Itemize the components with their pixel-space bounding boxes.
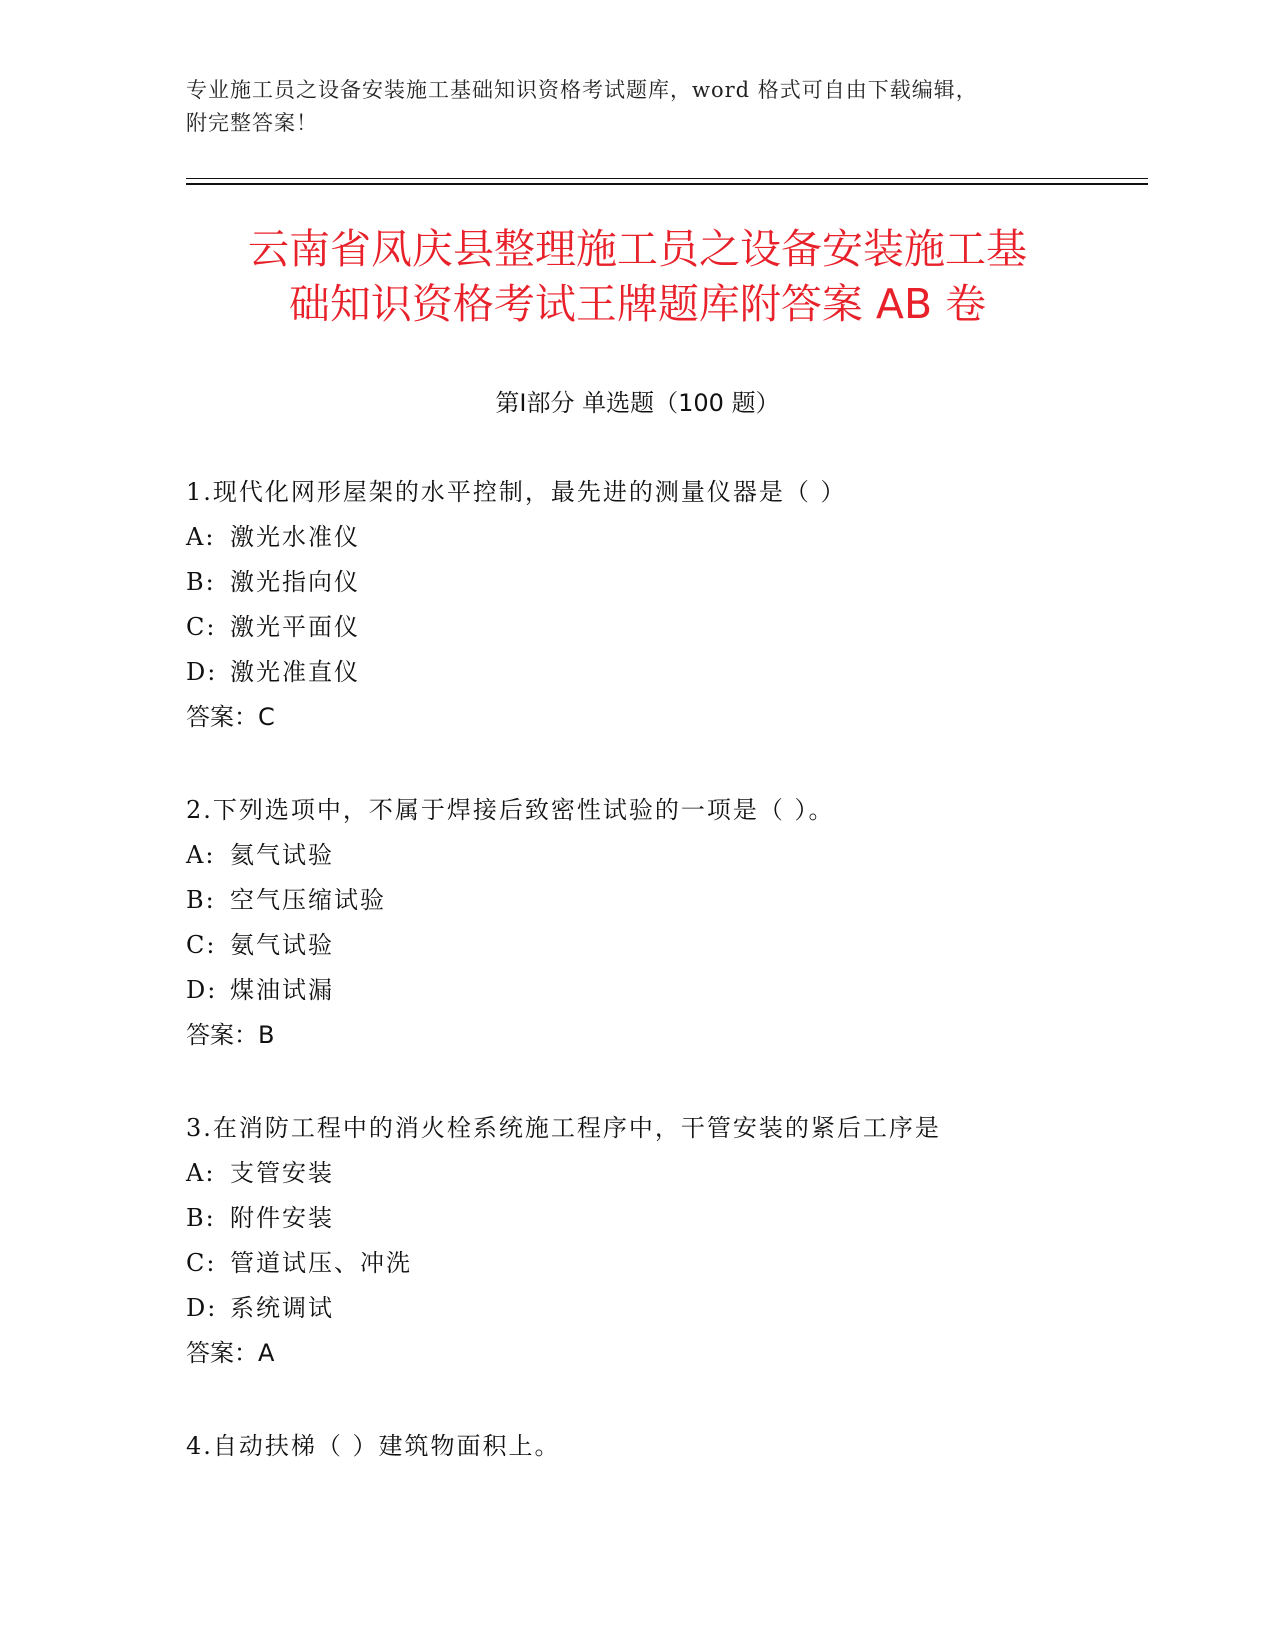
header-note [186, 74, 1086, 140]
option-key: B: [186, 1204, 216, 1232]
option-text: 支管安装 [230, 1159, 334, 1187]
question-4 [186, 1424, 1126, 1469]
header-note-line-1: 专业施工员之设备安装施工基础知识资格考试题库，word 格式可自由下载编辑， [186, 78, 978, 102]
option-text: 附件安装 [230, 1204, 334, 1232]
option-d [186, 650, 1126, 695]
option-key: A: [186, 841, 216, 869]
header-rule-thick [186, 183, 1148, 185]
option-key: C: [186, 1249, 217, 1277]
option-text: 氨气试验 [230, 931, 334, 959]
question-3 [186, 1106, 1126, 1376]
question-stem: 3.在消防工程中的消火栓系统施工程序中，干管安装的紧后工序是 [186, 1114, 941, 1142]
document-title-line-2: 础知识资格考试王牌题库附答案 AB 卷 [288, 280, 987, 328]
option-b [186, 878, 1126, 923]
option-d [186, 1286, 1126, 1331]
option-text: 管道试压、冲洗 [230, 1249, 412, 1277]
option-key: D: [186, 976, 218, 1004]
option-a [186, 833, 1126, 878]
option-key: C: [186, 931, 217, 959]
header-rule-thin [186, 178, 1148, 179]
question-stem: 2.下列选项中，不属于焊接后致密性试验的一项是（ ）。 [186, 796, 835, 824]
option-text: 激光准直仪 [230, 658, 360, 686]
answer-label: 答案：A [186, 1339, 275, 1367]
option-text: 激光水准仪 [230, 523, 360, 551]
option-b [186, 1196, 1126, 1241]
answer-label: 答案：B [186, 1021, 275, 1049]
option-a [186, 1151, 1126, 1196]
header-note-line-2: 附完整答案！ [186, 111, 318, 135]
option-key: D: [186, 658, 218, 686]
option-text: 空气压缩试验 [230, 886, 386, 914]
option-c [186, 1241, 1126, 1286]
option-text: 激光平面仪 [230, 613, 360, 641]
option-a [186, 515, 1126, 560]
option-text: 系统调试 [230, 1294, 334, 1322]
question-2 [186, 788, 1126, 1058]
section-heading: 第Ⅰ部分 单选题（100 题） [495, 389, 780, 417]
option-c [186, 605, 1126, 650]
option-d [186, 968, 1126, 1013]
option-key: B: [186, 886, 216, 914]
option-c [186, 923, 1126, 968]
question-stem: 4.自动扶梯（ ）建筑物面积上。 [186, 1432, 561, 1460]
document-title [140, 222, 1135, 332]
question-stem: 1.现代化网形屋架的水平控制，最先进的测量仪器是（ ） [186, 478, 847, 506]
question-1 [186, 470, 1126, 740]
answer-label: 答案：C [186, 703, 275, 731]
document-title-line-1: 云南省凤庆县整理施工员之设备安装施工基 [248, 225, 1027, 273]
option-key: A: [186, 523, 216, 551]
option-key: A: [186, 1159, 216, 1187]
option-text: 氦气试验 [230, 841, 334, 869]
option-key: C: [186, 613, 217, 641]
option-text: 激光指向仪 [230, 568, 360, 596]
option-b [186, 560, 1126, 605]
option-text: 煤油试漏 [230, 976, 334, 1004]
option-key: D: [186, 1294, 218, 1322]
option-key: B: [186, 568, 216, 596]
